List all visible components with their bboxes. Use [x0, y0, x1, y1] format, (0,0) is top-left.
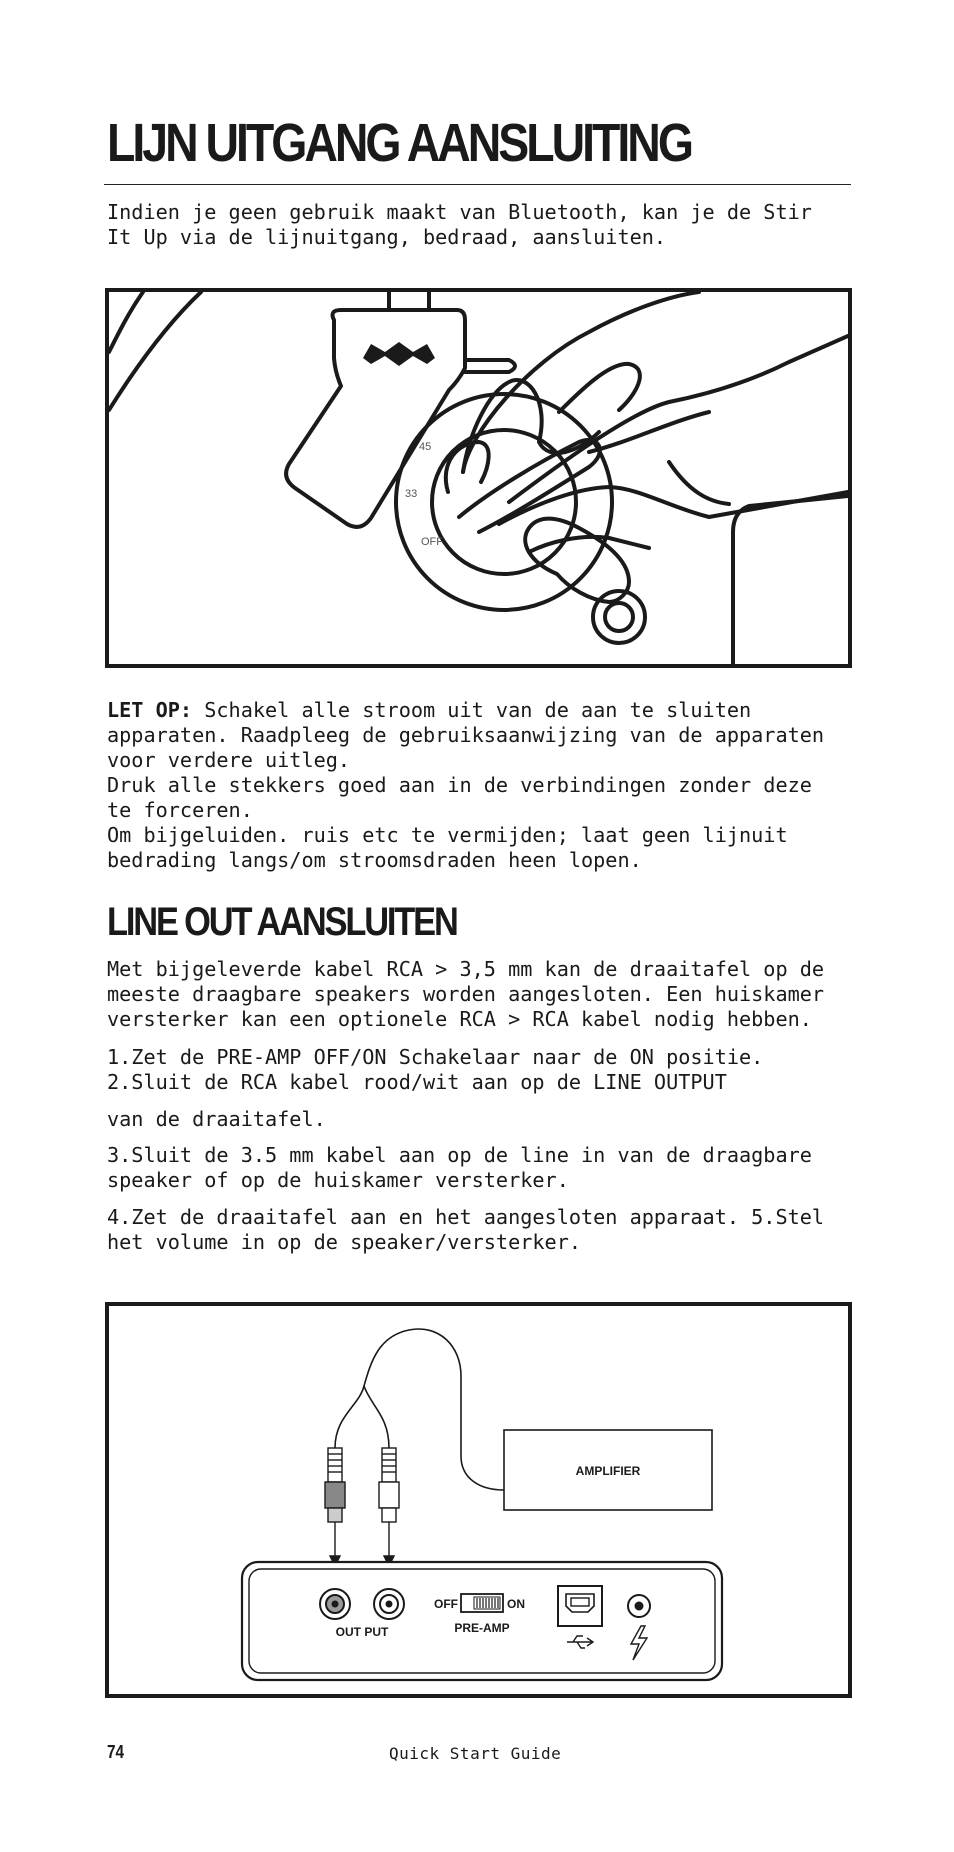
steps-4-5: 4.Zet de draaitafel aan en het aangesloten apparaat. 5.Stel het volume in op de speaker/versterker.: [107, 1205, 825, 1254]
switch-off-label: OFF: [434, 1597, 458, 1611]
cable-to-amplifier: [335, 1329, 504, 1490]
footer-guide-title: Quick Start Guide: [389, 1744, 562, 1763]
intro-paragraph: Indien je geen gebruik maakt van Bluetooth, kan je de Stir It Up via de lijnuitgang, bedraad, aansluiten.: [107, 200, 812, 249]
switch-on-label: ON: [507, 1597, 525, 1611]
speed-dial: [396, 394, 612, 610]
section-title-line-out: LINE OUT AANSLUITEN: [107, 900, 457, 944]
turntable-knob-illustration: [105, 288, 852, 668]
speed-label-45: 45: [419, 441, 432, 453]
output-label: OUT PUT: [335, 1625, 389, 1639]
preamp-label: PRE-AMP: [454, 1621, 510, 1635]
steps-1-2: 1.Zet de PRE-AMP OFF/ON Schakelaar naar de ON positie. 2.Sluit de RCA kabel rood/wit aan op de LINE OUTPUT: [107, 1045, 764, 1094]
caution-label: LET OP:: [107, 698, 193, 722]
caution-notes: [107, 698, 824, 873]
thumb: [525, 519, 629, 602]
speed-label-off: OFF: [421, 536, 443, 548]
line-out-connection-diagram: [105, 1302, 852, 1698]
rca-plug-white: [379, 1448, 399, 1566]
speed-label-33: 33: [405, 488, 418, 500]
step-3: 3.Sluit de 3.5 mm kabel aan op de line in van de draagbare speaker of op de huiskamer versterker.: [107, 1143, 812, 1192]
line-out-intro: Met bijgeleverde kabel RCA > 3,5 mm kan de draaitafel op de meeste draagbare speakers worden aangesloten. Een huiskamer versterker kan een optionele RCA > RCA kabel nodig hebben.: [107, 957, 825, 1031]
turntable-side: [733, 496, 848, 664]
caution-text: Schakel alle stroom uit van de aan te sluiten apparaten. Raadpleeg de gebruiksaanwijzing van de apparaten voor verdere uitleg. Druk alle stekkers goed aan in de verbindingen zonder deze te forceren. Om bijgeluiden. ruis etc te vermijden; laat geen lijnuit bedrading langs/om stroomsdraden heen lopen.: [107, 698, 825, 872]
amplifier-label: AMPLIFIER: [575, 1464, 641, 1478]
section-title-line-output-connection: LIJN UITGANG AANSLUITING: [107, 113, 691, 173]
step-2-continued: van de draaitafel.: [107, 1107, 326, 1131]
title-divider: [104, 184, 851, 185]
rca-plug-red: [325, 1448, 345, 1566]
connection-diagram-svg: [109, 1306, 848, 1694]
amplifier-box: [504, 1430, 712, 1510]
brand-logo-icon: [363, 342, 435, 366]
knob-line-art: [109, 292, 848, 664]
platter-edge: [109, 292, 201, 410]
preamp-switch: [461, 1594, 503, 1612]
page-number: 74: [107, 1742, 125, 1762]
